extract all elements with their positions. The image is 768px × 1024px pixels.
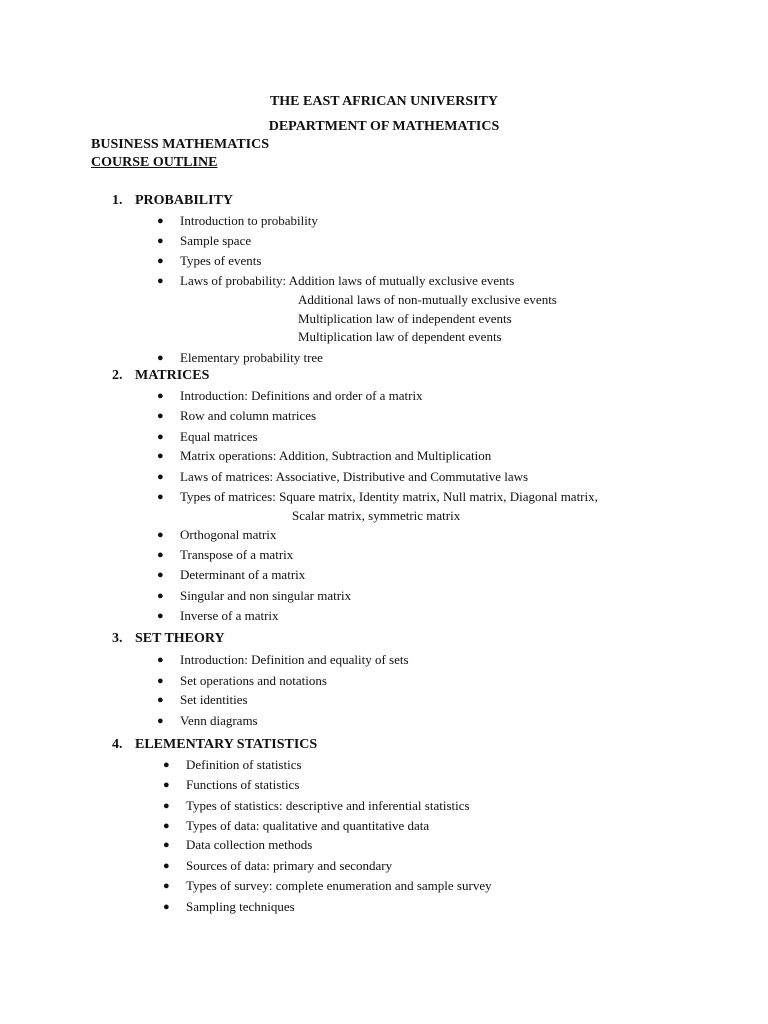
list-item: Sampling techniques — [186, 899, 295, 914]
university-title: THE EAST AFRICAN UNIVERSITY — [269, 94, 499, 109]
course-title: BUSINESS MATHEMATICS — [91, 137, 270, 152]
list-item: Introduction: Definition and equality of sets — [180, 652, 409, 667]
section-number: 4. — [112, 737, 123, 752]
bullet-icon: ● — [163, 901, 170, 913]
section-number: 2. — [112, 368, 123, 383]
list-item: Determinant of a matrix — [180, 567, 306, 582]
list-item-continuation: Scalar matrix, symmetric matrix — [292, 508, 461, 523]
bullet-icon: ● — [157, 569, 164, 581]
list-item-continuation: Multiplication law of dependent events — [298, 329, 502, 344]
department-title: DEPARTMENT OF MATHEMATICS — [268, 119, 500, 134]
list-item-continuation: Additional laws of non-mutually exclusive events — [298, 292, 557, 307]
list-item: Set operations and notations — [180, 673, 327, 688]
section-title: MATRICES — [135, 368, 210, 383]
list-item: Inverse of a matrix — [180, 608, 279, 623]
bullet-icon: ● — [163, 860, 170, 872]
list-item: Sources of data: primary and secondary — [186, 858, 393, 873]
list-item: Equal matrices — [180, 429, 258, 444]
list-item: Definition of statistics — [186, 757, 302, 772]
bullet-icon: ● — [163, 880, 170, 892]
section-title: ELEMENTARY STATISTICS — [135, 737, 318, 752]
bullet-icon: ● — [163, 779, 170, 791]
bullet-icon: ● — [157, 654, 164, 666]
bullet-icon: ● — [157, 450, 164, 462]
bullet-icon: ● — [157, 215, 164, 227]
bullet-icon: ● — [157, 275, 164, 287]
list-item: Types of matrices: Square matrix, Identity matrix, Null matrix, Diagonal matrix, — [180, 489, 598, 504]
list-item: Venn diagrams — [180, 713, 258, 728]
section-number: 1. — [112, 193, 123, 208]
list-item: Row and column matrices — [180, 408, 317, 423]
bullet-icon: ● — [157, 694, 164, 706]
bullet-icon: ● — [157, 255, 164, 267]
list-item: Matrix operations: Addition, Subtraction and Multiplication — [180, 448, 492, 463]
list-item: Set identities — [180, 692, 248, 707]
bullet-icon: ● — [157, 610, 164, 622]
list-item: Singular and non singular matrix — [180, 588, 352, 603]
list-item: Elementary probability tree — [180, 350, 323, 365]
list-item: Types of survey: complete enumeration and sample survey — [186, 878, 492, 893]
bullet-icon: ● — [157, 235, 164, 247]
list-item: Orthogonal matrix — [180, 527, 277, 542]
list-item: Laws of probability: Addition laws of mutually exclusive events — [180, 273, 515, 288]
bullet-icon: ● — [163, 839, 170, 851]
bullet-icon: ● — [163, 820, 170, 832]
list-item: Types of data: qualitative and quantitative data — [186, 818, 430, 833]
bullet-icon: ● — [157, 590, 164, 602]
bullet-icon: ● — [157, 549, 164, 561]
section-number: 3. — [112, 631, 123, 646]
bullet-icon: ● — [157, 390, 164, 402]
bullet-icon: ● — [157, 410, 164, 422]
bullet-icon: ● — [157, 352, 164, 364]
list-item: Introduction to probability — [180, 213, 318, 228]
bullet-icon: ● — [163, 800, 170, 812]
course-outline-title: COURSE OUTLINE — [91, 155, 218, 170]
list-item: Laws of matrices: Associative, Distributive and Commutative laws — [180, 469, 529, 484]
list-item-continuation: Multiplication law of independent events — [298, 311, 512, 326]
list-item: Functions of statistics — [186, 777, 300, 792]
list-item: Sample space — [180, 233, 252, 248]
list-item: Introduction: Definitions and order of a matrix — [180, 388, 423, 403]
bullet-icon: ● — [157, 491, 164, 503]
bullet-icon: ● — [163, 759, 170, 771]
bullet-icon: ● — [157, 675, 164, 687]
list-item: Types of events — [180, 253, 262, 268]
bullet-icon: ● — [157, 529, 164, 541]
list-item: Transpose of a matrix — [180, 547, 294, 562]
section-title: PROBABILITY — [135, 193, 234, 208]
section-title: SET THEORY — [135, 631, 225, 646]
list-item: Data collection methods — [186, 837, 313, 852]
bullet-icon: ● — [157, 431, 164, 443]
bullet-icon: ● — [157, 715, 164, 727]
list-item: Types of statistics: descriptive and inferential statistics — [186, 798, 470, 813]
bullet-icon: ● — [157, 471, 164, 483]
